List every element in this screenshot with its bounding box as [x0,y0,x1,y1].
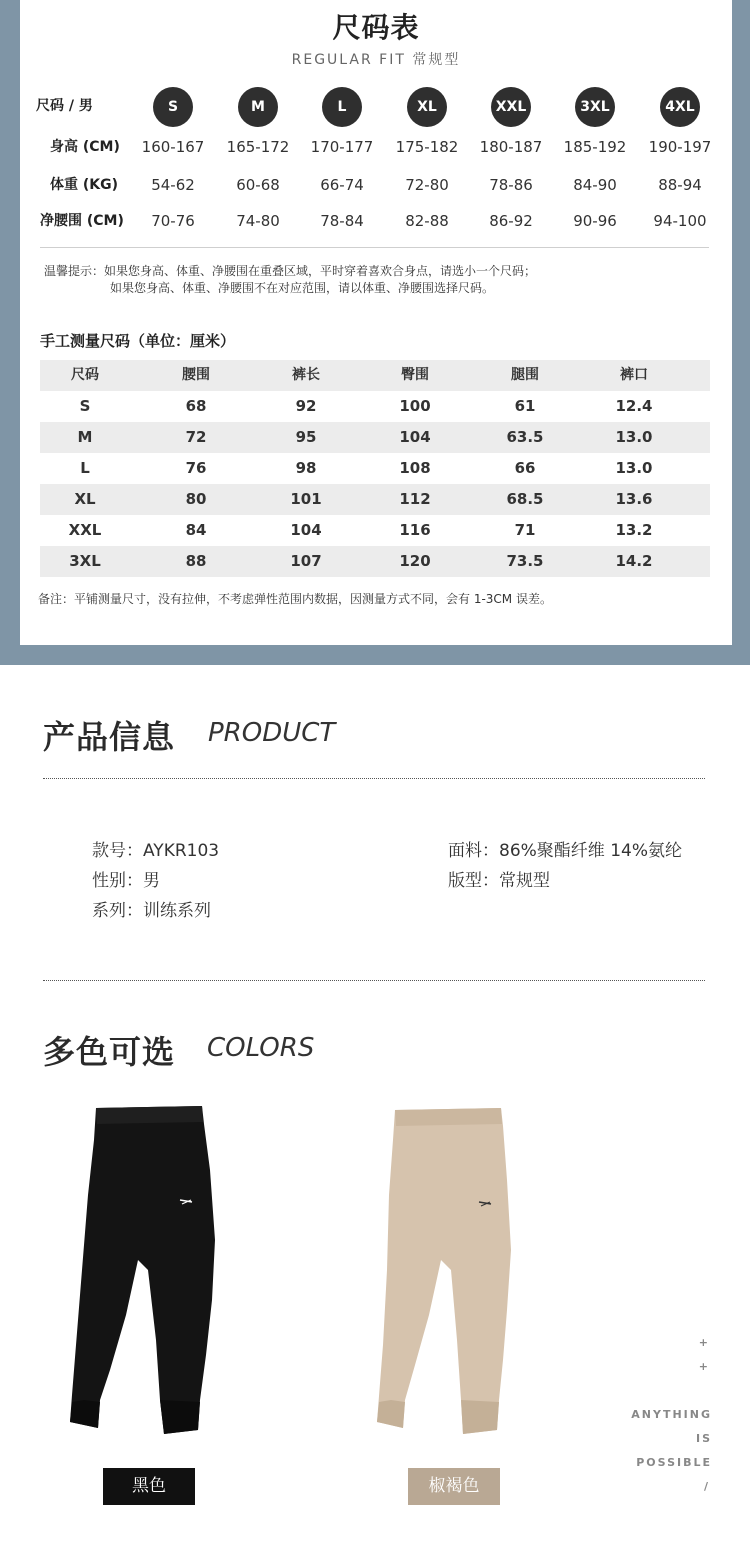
table-cell: 13.6 [615,490,653,508]
table-header-row [40,360,710,391]
size-chart-subtitle: REGULAR FIT 常规型 [291,52,461,68]
table-cell: 104 [290,521,322,539]
size-chart-section [0,0,750,665]
gender: 性别：男 [92,871,160,891]
size-chart-title: 尺码表 [332,11,420,44]
table-cell: 104 [399,428,431,446]
table-header-cell: 裤口 [620,367,648,383]
decor-plus: + [698,1360,710,1373]
table-cell: XXL [68,521,102,539]
tip-line-2: 如果您身高、体重、净腰围不在对应范围，请以体重、净腰围选择尺码。 [110,281,495,295]
size-chart-card [20,0,732,645]
size-row-label: 尺码 / 男 [36,98,93,114]
style-number: 款号：AYKR103 [92,841,220,861]
size-badge: M [238,87,278,127]
dotted-divider [43,980,705,981]
decor-text-is: IS [695,1432,712,1445]
waist-cell: 90-96 [573,212,617,230]
waist-cell: 70-76 [151,212,195,230]
table-cell: 68 [185,397,207,415]
table-row [40,515,710,546]
height-cell: 170-177 [310,138,374,156]
size-row [20,91,732,121]
decor-text-anything: ANYTHING [631,1408,712,1421]
tip-line-1: 温馨提示：如果您身高、体重、净腰围在重叠区域，平时穿着喜欢合身点，请选小一个尺码； [44,264,537,278]
product-title-cn: 产品信息 [43,718,176,756]
table-row [40,546,710,577]
table-cell: 100 [399,397,431,415]
table-cell: 3XL [69,552,101,570]
table-cell: 14.2 [615,552,653,570]
waist-cell: 74-80 [236,212,280,230]
decor-text-possible: POSSIBLE [636,1456,712,1469]
measure-note: 备注：平铺测量尺寸，没有拉伸，不考虑弹性范围内数据，因测量方式不同，会有 1-3CM 误差。 [38,592,552,606]
size-badge: XL [407,87,447,127]
weight-cell: 84-90 [573,176,617,194]
weight-cell: 78-86 [489,176,533,194]
waist-row-label: 净腰围 (CM) [40,213,124,229]
divider [40,247,709,248]
weight-cell: 54-62 [151,176,195,194]
table-cell: 13.0 [615,428,653,446]
table-row [40,391,710,422]
size-badge: S [153,87,193,127]
product-title-en: PRODUCT [208,718,336,748]
table-cell: 63.5 [506,428,544,446]
weight-cell: 60-68 [236,176,280,194]
table-cell: 12.4 [615,397,653,415]
weight-cell: 88-94 [658,176,702,194]
table-cell: 107 [290,552,322,570]
color-swatch-black[interactable]: 黑色 [103,1468,195,1505]
fit-type: 版型：常规型 [448,871,550,891]
table-cell: 120 [399,552,431,570]
decor-plus: + [698,1336,710,1349]
table-cell: 95 [295,428,317,446]
table-cell: 116 [399,521,431,539]
height-cell: 180-187 [479,138,543,156]
table-header-cell: 尺码 [71,367,99,383]
height-cell: 175-182 [395,138,459,156]
height-row [20,132,732,162]
waist-row [20,206,732,236]
table-cell: S [79,397,91,415]
measure-title: 手工测量尺码（单位：厘米） [40,332,236,350]
table-cell: 98 [295,459,317,477]
table-header-cell: 腰围 [182,367,210,383]
table-row [40,484,710,515]
table-cell: 71 [514,521,536,539]
table-cell: M [77,428,93,446]
table-cell: XL [74,490,96,508]
height-row-label: 身高 (CM) [50,139,120,155]
waist-cell: 82-88 [405,212,449,230]
waist-cell: 94-100 [653,212,707,230]
table-cell: 61 [514,397,536,415]
weight-cell: 66-74 [320,176,364,194]
waist-cell: 86-92 [489,212,533,230]
khaki-pants-image [365,1100,535,1440]
table-cell: 80 [185,490,207,508]
table-cell: 66 [514,459,536,477]
table-cell: 108 [399,459,431,477]
table-cell: 112 [399,490,431,508]
weight-cell: 72-80 [405,176,449,194]
waist-cell: 78-84 [320,212,364,230]
fabric: 面料：86%聚酯纤维 14%氨纶 [448,841,682,861]
table-cell: 72 [185,428,207,446]
weight-row-label: 体重 (KG) [50,177,119,193]
height-cell: 185-192 [563,138,627,156]
table-cell: L [80,459,90,477]
measure-table [40,360,710,577]
table-cell: 88 [185,552,207,570]
decor-slash: / [703,1480,710,1493]
height-cell: 165-172 [226,138,290,156]
size-badge: 4XL [660,87,700,127]
table-cell: 92 [295,397,317,415]
colors-title-en: COLORS [207,1033,315,1063]
series: 系列：训练系列 [92,901,211,921]
size-badge: 3XL [575,87,615,127]
table-cell: 76 [185,459,207,477]
table-row [40,453,710,484]
table-cell: 13.0 [615,459,653,477]
table-cell: 68.5 [506,490,544,508]
table-header-cell: 腿围 [511,367,539,383]
table-cell: 13.2 [615,521,653,539]
weight-row [20,170,732,200]
color-swatch-khaki[interactable]: 椒褐色 [408,1468,500,1505]
dotted-divider [43,778,705,779]
table-cell: 101 [290,490,322,508]
table-header-cell: 臀围 [401,367,429,383]
colors-title-cn: 多色可选 [43,1033,176,1071]
height-cell: 160-167 [141,138,205,156]
table-cell: 73.5 [506,552,544,570]
black-pants-image [60,1100,230,1440]
size-badge: L [322,87,362,127]
height-cell: 190-197 [648,138,712,156]
table-row [40,422,710,453]
table-cell: 84 [185,521,207,539]
table-header-cell: 裤长 [292,367,320,383]
size-badge: XXL [491,87,531,127]
